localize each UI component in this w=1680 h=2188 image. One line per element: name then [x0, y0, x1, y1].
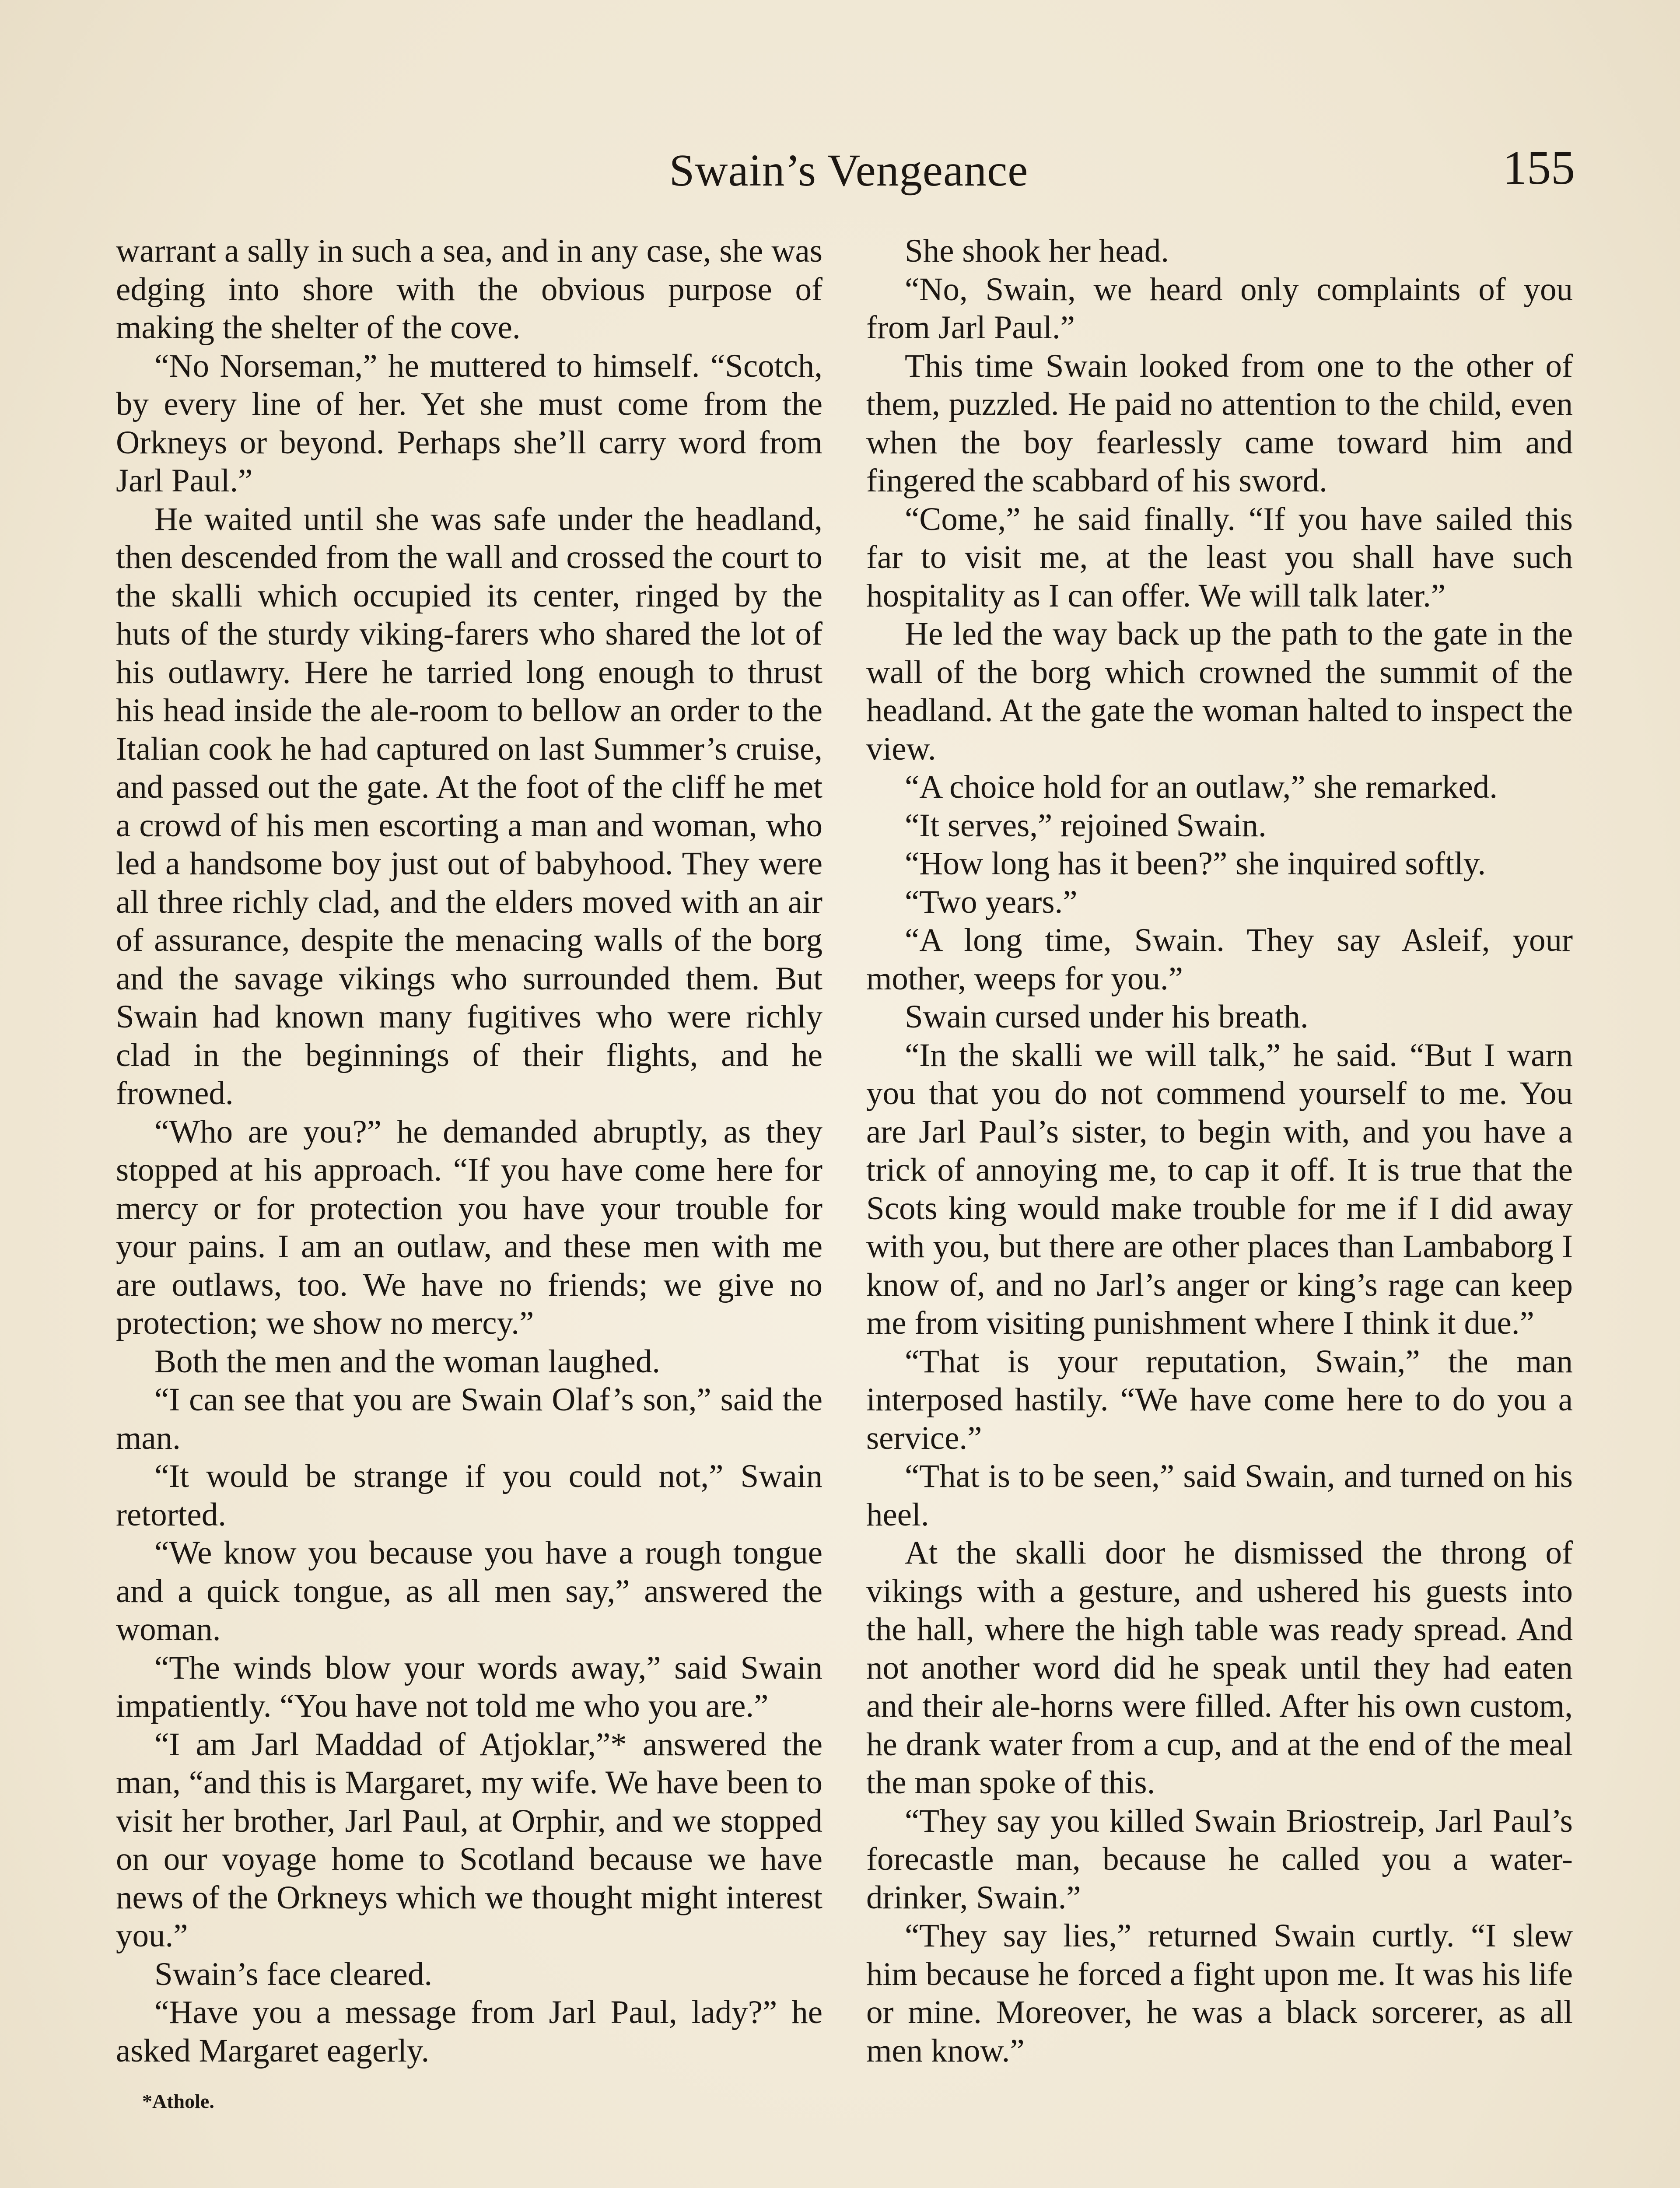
left-column	[116, 232, 822, 2121]
paragraph: “Who are you?” he demanded abruptly, as they stopped at his approach. “If you have come here for mercy or for protection you have your trouble for your pains. I am an outlaw, and these men with me are outlaws, too. We have no friends; we give no protection; we show no mercy.”	[116, 1113, 822, 1341]
paragraph: “Come,” he said finally. “If you have sailed this far to visit me, at the least you shall have such hospitality as I can offer. We will talk later.”	[866, 501, 1573, 614]
paragraph: “No Norseman,” he muttered to himself. “Scotch, by every line of her. Yet she must come from the Orkneys or beyond. Perhaps she’ll carry word from Jarl Paul.”	[116, 347, 822, 499]
paragraph: Both the men and the woman laughed.	[154, 1343, 660, 1380]
paragraph: “In the skalli we will talk,” he said. “But I warn you that you do not commend yourself to me. You are Jarl Paul’s sister, to begin with, and you have a trick of annoying me, to cap it off. It is true that the Scots king would make trouble for me if I did away with you, but there are other places than Lambaborg I know of, and no Jarl’s anger or king’s rage can keep me from visiting punishment where I think it due.”	[866, 1037, 1573, 1341]
paragraph: “They say lies,” returned Swain curtly. “I slew him because he forced a fight upon me. It was his life or mine. Moreover, he was a black sorcerer, as all men know.”	[866, 1918, 1573, 2069]
paragraph: “I can see that you are Swain Olaf’s son,” said the man.	[116, 1382, 822, 1456]
paragraph: “It serves,” rejoined Swain.	[905, 807, 1267, 844]
paragraph: “We know you because you have a rough tongue and a quick tongue, as all men say,” answered the woman.	[116, 1535, 822, 1648]
paragraph: “How long has it been?” she inquired softly.	[905, 845, 1486, 882]
running-title: Swain’s Vengeance	[669, 145, 1029, 196]
paragraph: “A choice hold for an outlaw,” she remarked.	[905, 769, 1498, 805]
paragraph: “Two years.”	[905, 884, 1078, 920]
paragraph: He waited until she was safe under the headland, then descended from the wall and crossed the court to the skalli which occupied its center, ringed by the huts of the sturdy viking-farers who shared the lot of his outlawry. Here he tarried long enough to thrust his head inside the ale-room to bellow an order to the Italian cook he had captured on last Summer’s cruise, and passed out the gate. At the foot of the cliff he met a crowd of his men escorting a man and woman, who led a handsome boy just out of babyhood. They were all three richly clad, and the elders moved with an air of assurance, despite the menacing walls of the borg and the savage vikings who surrounded them. But Swain had known many fugitives who were richly clad in the beginnings of their flights, and he frowned.	[116, 501, 822, 1112]
paragraph: She shook her head.	[905, 233, 1169, 269]
paragraph: “They say you killed Swain Briostreip, Jarl Paul’s forecastle man, because he called you a water-drinker, Swain.”	[866, 1802, 1573, 1916]
paragraph: “That is to be seen,” said Swain, and turned on his heel.	[866, 1458, 1573, 1533]
paragraph: Swain cursed under his breath.	[905, 999, 1309, 1035]
right-column	[866, 232, 1573, 2070]
footnote: *Athole.	[142, 2090, 214, 2112]
paragraph: “A long time, Swain. They say Asleif, your mother, weeps for you.”	[866, 922, 1573, 997]
paragraph: He led the way back up the path to the gate in the wall of the borg which crowned the summit of the headland. At the gate the woman halted to inspect the view.	[866, 616, 1573, 767]
paragraph: “No, Swain, we heard only complaints of you from Jarl Paul.”	[866, 271, 1573, 346]
paragraph: warrant a sally in such a sea, and in any case, she was edging into shore with the obvious purpose of making the shelter of the cove.	[116, 233, 822, 346]
page-number: 155	[1503, 141, 1575, 194]
paragraph: “I am Jarl Maddad of Atjoklar,”* answered the man, “and this is Margaret, my wife. We have been to visit her brother, Jarl Paul, at Orphir, and we stopped on our voyage home to Scotland because we have news of the Orkneys which we thought might interest you.”	[116, 1726, 822, 1954]
paragraph: Swain’s face cleared.	[154, 1956, 433, 1992]
paragraph: “Have you a message from Jarl Paul, lady?” he asked Margaret eagerly.	[116, 1994, 822, 2069]
paragraph: “That is your reputation, Swain,” the man interposed hastily. “We have come here to do you a service.”	[866, 1343, 1573, 1456]
paragraph: “The winds blow your words away,” said Swain impatiently. “You have not told me who you are.”	[116, 1649, 822, 1724]
paragraph: “It would be strange if you could not,” Swain retorted.	[116, 1458, 822, 1533]
paragraph: At the skalli door he dismissed the throng of vikings with a gesture, and ushered his guests into the hall, where the high table was ready spread. And not another word did he speak until they had eaten and their ale-horns were filled. After his own custom, he drank water from a cup, and at the end of the meal the man spoke of this.	[866, 1535, 1573, 1801]
paragraph: This time Swain looked from one to the other of them, puzzled. He paid no attention to the child, even when the boy fearlessly came toward him and fingered the scabbard of his sword.	[866, 347, 1573, 499]
